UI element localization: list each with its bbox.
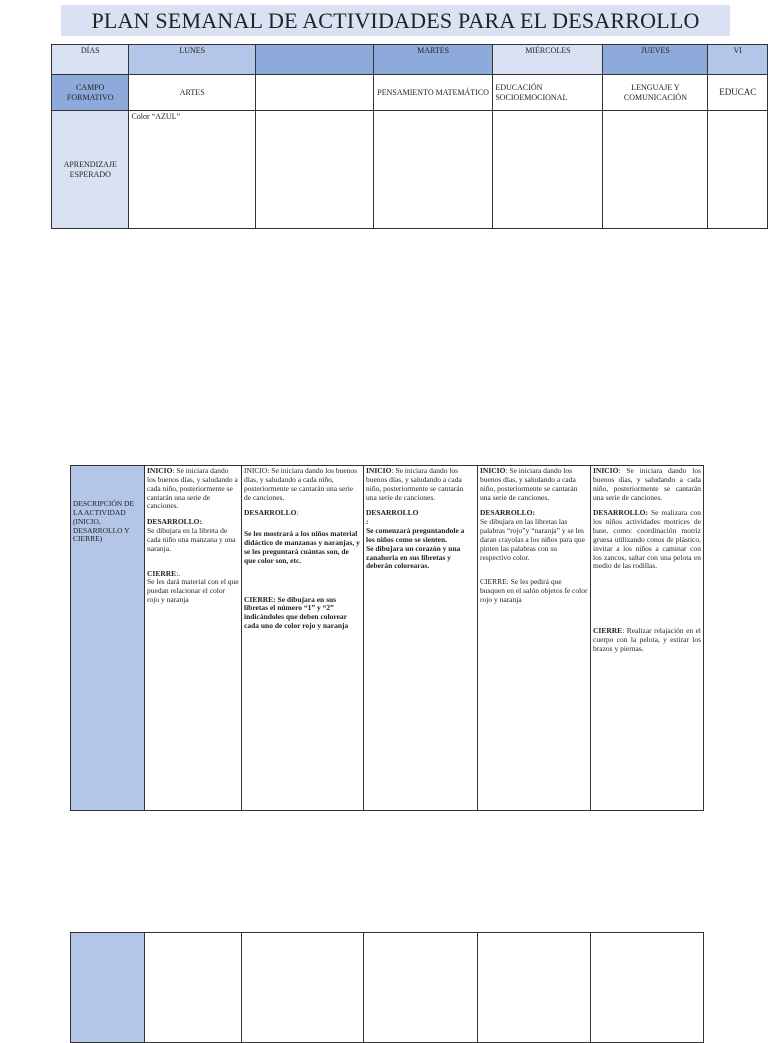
desarrollo-text: Se realizara con los niños actividades motrices de base, como: coordinación motriz gruesa utilizando conos de plástico, invitar a los niños a caminar con los zancos, saltar con una pelota en medio de las rodillas. — [593, 508, 701, 571]
evaluation-cell — [478, 933, 591, 1043]
cierre-text: Se les dará material con el que puedan relacionar el color rojo y naranja — [147, 577, 239, 605]
cierre-text: : Realizar relajación en el cuerpo con la pelota, y estirar los brazos y piernas. — [593, 626, 701, 653]
activity-table — [70, 465, 704, 811]
campo-martes: PENSAMIENTO MATEMÁTICO — [373, 75, 492, 111]
campo-miercoles: EDUCACIÓN SOCIOEMOCIONAL — [493, 75, 603, 111]
activity-label: DESCRIPCIÓN DE LA ACTIVIDAD (INICIO, DESARROLLO Y CIERRE) — [71, 466, 145, 811]
header-jueves: JUEVES — [603, 45, 708, 75]
cierre-heading: CIERRE — [147, 568, 177, 578]
evaluation-label — [71, 933, 145, 1043]
activity-lunes — [145, 466, 242, 811]
activity-miercoles — [478, 466, 591, 811]
aprendizaje-viernes — [708, 111, 768, 229]
cierre-suffix: :. — [176, 568, 181, 578]
evaluation-row — [71, 933, 704, 1043]
aprendizaje-martes — [373, 111, 492, 229]
activity-row — [71, 466, 704, 811]
header-viernes: VI — [708, 45, 768, 75]
campo-lunes: ARTES — [129, 75, 255, 111]
inicio-text: : Se iniciara dando los buenos días, y saludando a cada niño, posteriormente se cantarán una serie de canciones. — [480, 466, 578, 502]
desarrollo-text: Se dibujara en la libreta de cada niño una manzana y una naranja. — [147, 526, 236, 553]
campo-jueves: LENGUAJE Y COMUNICACIÓN — [603, 75, 708, 111]
inicio-text: : Se iniciara dando los buenos días, y saludando a cada niño, posteriormente se cantarán una serie de canciones. — [593, 466, 701, 502]
desarrollo-text: Se les mostrará a los niños material didáctico de manzanas y naranjas, y se les preguntará cuántas son, de que color son, etc. — [244, 529, 360, 565]
desarrollo-text: : Se comenzará preguntandole a los niños como se sienten. Se dibujara un corazón y una zanahoria en sus libretas y deberán colorearas. — [366, 517, 465, 571]
desarrollo-suffix: : — [296, 508, 299, 518]
inicio-heading: INICIO — [593, 466, 619, 475]
evaluation-cell — [364, 933, 478, 1043]
campo-label: CAMPO FORMATIVO — [52, 75, 129, 111]
inicio-heading: INICIO — [147, 466, 173, 475]
header-lunes: LUNES — [129, 45, 255, 75]
desarrollo-heading: DESARROLLO: — [593, 508, 649, 518]
evaluation-cell — [591, 933, 704, 1043]
desarrollo-text: Se dibujara en las libretas las palabras “rojo”y “naranja” y se les daran crayolas a los niños para que pinten las palabras con su respectivo color. — [480, 517, 585, 562]
inicio-text: INICIO: Se iniciara dando los buenos días, y saludando a cada niño, posteriormente se cantarán una serie de canciones. — [244, 466, 358, 502]
cierre-text: CIERRE: Se dibujara en sus libretas el número “1” y “2” indicándoles que deben colorear cada uno de color rojo y naranja — [244, 594, 349, 631]
inicio-text: : Se iniciara dando los buenos días, y saludando a cada niño, posteriormente se cantarán una serie de canciones. — [366, 466, 464, 502]
desarrollo-heading: DESARROLLO — [366, 508, 419, 518]
header-dias: DÍAS — [52, 45, 129, 75]
inicio-heading: INICIO — [366, 466, 392, 475]
aprendizaje-blank — [255, 111, 373, 229]
aprendizaje-jueves — [603, 111, 708, 229]
campo-row — [52, 75, 768, 111]
plan-table — [51, 44, 768, 229]
aprendizaje-label: APRENDIZAJE ESPERADO — [52, 111, 129, 229]
cierre-text: CIERRE: Se les pedirá que busquen en el salón objetos fe color rojo y naranja — [480, 577, 588, 605]
activity-jueves — [591, 466, 704, 811]
desarrollo-heading: DESARROLLO: — [147, 517, 203, 527]
activity-martes — [364, 466, 478, 811]
aprendizaje-miercoles — [493, 111, 603, 229]
aprendizaje-row — [52, 111, 768, 229]
evaluation-cell — [145, 933, 242, 1043]
days-header-row — [52, 45, 768, 75]
page-title: PLAN SEMANAL DE ACTIVIDADES PARA EL DESARROLLO — [91, 8, 700, 33]
evaluation-table — [70, 932, 704, 1043]
header-martes: MARTES — [373, 45, 492, 75]
desarrollo-heading: DESARROLLO: — [480, 508, 536, 518]
header-miercoles: MIÉRCOLES — [493, 45, 603, 75]
cierre-heading: CIERRE — [593, 626, 623, 636]
inicio-heading: INICIO — [480, 466, 506, 475]
header-blank — [255, 45, 373, 75]
evaluation-cell — [242, 933, 364, 1043]
campo-viernes: EDUCAC — [708, 75, 768, 111]
campo-blank — [255, 75, 373, 111]
activity-blank-day — [242, 466, 364, 811]
aprendizaje-lunes: Color “AZUL” — [129, 111, 255, 229]
desarrollo-heading: DESARROLLO — [244, 508, 297, 518]
inicio-text: : Se iniciara dando los buenos días, y saludando a cada niño, posteriormente se cantarán una serie de canciones. — [147, 466, 238, 511]
